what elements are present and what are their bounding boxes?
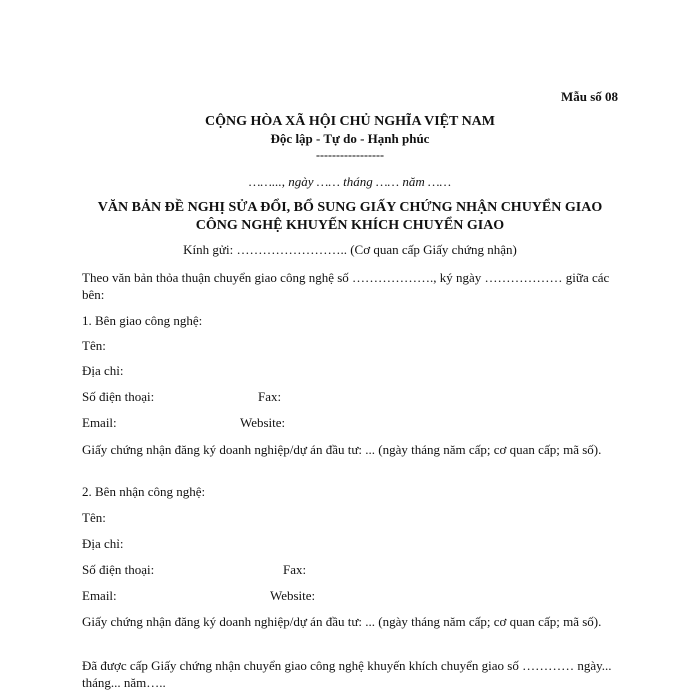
national-title: CỘNG HÒA XÃ HỘI CHỦ NGHĨA VIỆT NAM <box>204 114 495 129</box>
transferee-phone-label: Số điện thoại: <box>82 562 155 577</box>
document-title <box>0 199 700 235</box>
place-date-line: ……..., ngày …… tháng …… năm …… <box>248 174 452 189</box>
recipient-line: Kính gửi: …………………….. (Cơ quan cấp Giấy chứng nhận) <box>183 242 517 257</box>
transferee-heading: 2. Bên nhận công nghệ: <box>82 484 206 499</box>
transferee-certificate: Giấy chứng nhận đăng ký doanh nghiệp/dự án đầu tư: ... (ngày tháng năm cấp; cơ quan cấp; mã số). <box>82 614 602 629</box>
intro-paragraph: Theo văn bản thỏa thuận chuyển giao công nghệ số ………………., ký ngày ……………… giữa các bên: <box>82 270 610 302</box>
header-divider: ----------------- <box>316 148 384 162</box>
transferee-email-label: Email: <box>82 588 117 603</box>
transferee-name-label: Tên: <box>82 510 106 525</box>
transferor-phone-label: Số điện thoại: <box>82 389 155 404</box>
transferor-address-label: Địa chỉ: <box>82 363 124 378</box>
national-motto: Độc lập - Tự do - Hạnh phúc <box>270 131 430 146</box>
transferor-email-label: Email: <box>82 415 117 430</box>
transferee-fax-label: Fax: <box>283 562 307 577</box>
transferor-certificate: Giấy chứng nhận đăng ký doanh nghiệp/dự án đầu tư: ... (ngày tháng năm cấp; cơ quan cấp; mã số). <box>82 442 602 457</box>
transferor-name-label: Tên: <box>82 338 106 353</box>
form-number: Mẫu số 08 <box>560 89 618 104</box>
document-title-line-2: CÔNG NGHỆ KHUYẾN KHÍCH CHUYỂN GIAO <box>195 218 505 233</box>
transferee-website-label: Website: <box>270 588 316 603</box>
transferor-fax-label: Fax: <box>258 389 282 404</box>
transferee-address-label: Địa chỉ: <box>82 536 124 551</box>
transferor-heading: 1. Bên giao công nghệ: <box>82 313 203 328</box>
closing-paragraph: Đã được cấp Giấy chứng nhận chuyển giao công nghệ khuyến khích chuyển giao số ………… ngày... tháng... năm….. <box>82 658 612 690</box>
transferor-website-label: Website: <box>240 415 286 430</box>
document-title-line-1: VĂN BẢN ĐỀ NGHỊ SỬA ĐỔI, BỔ SUNG GIẤY CHỨNG NHẬN CHUYỂN GIAO <box>97 200 603 215</box>
